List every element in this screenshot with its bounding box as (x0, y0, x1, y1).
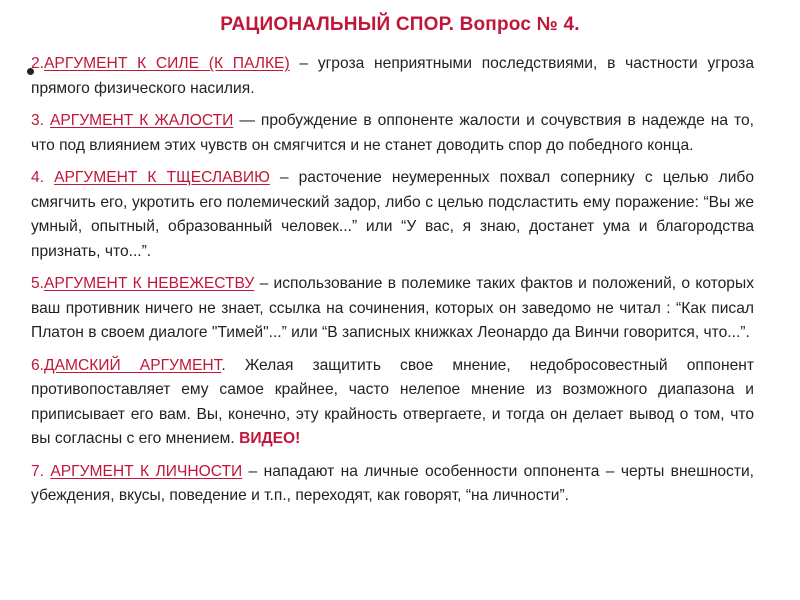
paragraph-argument-ignorance (31, 272, 754, 346)
paragraph-argument-vanity (31, 166, 754, 264)
item-text: . Желая защитить свое мнение, недобросовестный оппонент противопоставляет ему самое крайнее, часто нелепое мнение из возможного диапазона и приписывает его вам. Вы, конечно, эту крайность отвергаете, и тогда он делает вывод о том, что вы согласны с его мнением. (31, 356, 754, 447)
slide-title: РАЦИОНАЛЬНЫЙ СПОР. Вопрос № 4. (220, 14, 580, 35)
item-number: 4. (31, 169, 55, 186)
item-number: 7. (31, 462, 51, 480)
item-text: — пробуждение в оппоненте жалости и сочувствия в надежде на то, что под влиянием этих чувств он смягчится и не станет доводить спор до победного конца. (31, 112, 755, 154)
term-argument-ignorance: АРГУМЕНТ К НЕВЕЖЕСТВУ (44, 275, 255, 292)
item-number: 2. (31, 55, 45, 72)
item-text: – использование в полемике таких фактов и положений, о которых ваш противник ничего не знает, ссылка на сочинения, которых он заведомо не читал : “Как писал Платон в своем диалоге "Тимей"...” или “В записных книжках Леонардо да Винчи говорится, что...”. (31, 275, 754, 341)
video-link[interactable]: ВИДЕО! (239, 430, 301, 447)
item-text: – угроза неприятными последствиями, в частности угроза прямого физического насилия. (31, 55, 754, 97)
item-number: 6. (31, 356, 45, 374)
paragraph-argument-personality (31, 460, 754, 509)
term-argument-pity: АРГУМЕНТ К ЖАЛОСТИ (49, 112, 234, 129)
paragraph-argument-force (31, 52, 754, 101)
item-text: – расточение неумеренных похвал сопернику с целью либо смягчить его, укротить его полемический задор, либо с целью подсластить ему поражение: “Вы же умный, опытный, образованный человек...” или “У вас, я знаю, достанет ума и благородства признать, что...”. (31, 169, 755, 260)
item-text: – нападают на личные особенности оппонента – черты внешности, убеждения, вкусы, поведение и т.п., переходят, как говорят, “на личности”. (31, 462, 755, 504)
item-number: 5. (31, 275, 45, 292)
term-argument-force: АРГУМЕНТ К СИЛЕ (К ПАЛКЕ) (44, 55, 290, 72)
term-ladies-argument: ДАМСКИЙ АРГУМЕНТ (44, 356, 222, 374)
slide-content (31, 52, 754, 517)
term-argument-personality: АРГУМЕНТ К ЛИЧНОСТИ (50, 462, 243, 480)
item-number: 3. (31, 112, 50, 129)
paragraph-ladies-argument (31, 354, 754, 452)
term-argument-vanity: АРГУМЕНТ К ТЩЕСЛАВИЮ (54, 169, 270, 186)
paragraph-argument-pity (31, 109, 754, 158)
